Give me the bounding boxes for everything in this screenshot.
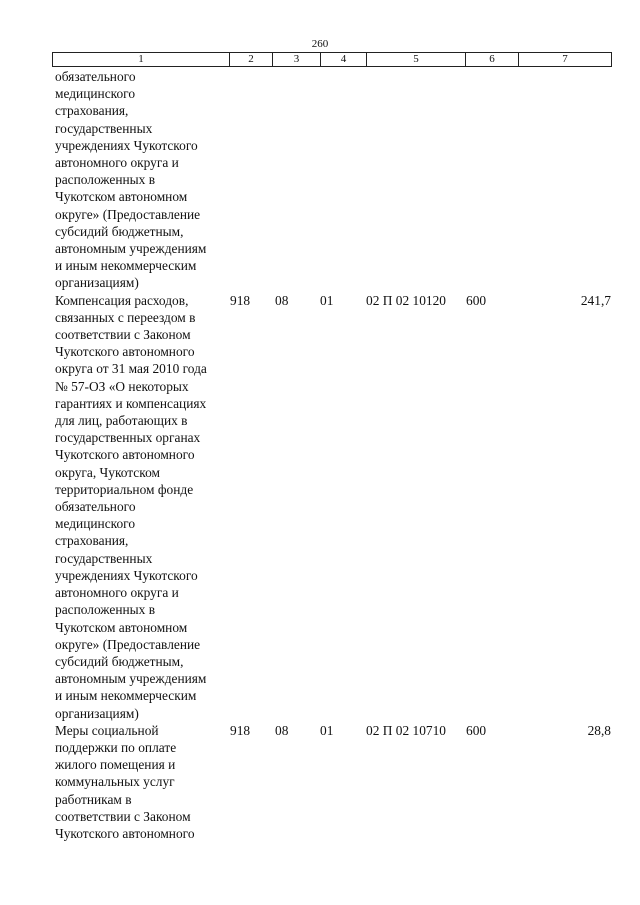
description-line: Чукотского автономного: [55, 825, 195, 841]
description-line: страхования,: [55, 103, 129, 119]
description-line: автономного округа и: [55, 585, 179, 601]
description-line: субсидий бюджетным,: [55, 653, 184, 669]
description-line: коммунальных услуг: [55, 774, 175, 790]
description-line: Чукотского автономного: [55, 447, 195, 463]
admin-code: 918: [230, 292, 251, 308]
description-line: страхования,: [55, 533, 129, 549]
description-line: учреждениях Чукотского: [55, 137, 198, 153]
description-line: округа, Чукотском: [55, 464, 160, 480]
description-line: государственных: [55, 120, 153, 136]
page-number: 260: [311, 38, 329, 50]
header-col-3: 3: [273, 53, 321, 67]
description-line: связанных с переездом в: [55, 309, 196, 325]
section-code: 08: [275, 292, 289, 308]
expense-type-code: 600: [466, 292, 487, 308]
description-line: гарантиях и компенсациях: [55, 395, 207, 411]
header-col-6: 6: [466, 53, 519, 67]
description-line: учреждениях Чукотского: [55, 567, 198, 583]
header-row: [53, 53, 612, 67]
description-line: Меры социальной: [55, 722, 159, 738]
description-line: автономным учреждениям: [55, 671, 207, 687]
header-col-7: 7: [519, 53, 612, 67]
description-line: соответствии с Законом: [55, 808, 191, 824]
description-line: округе» (Предоставление: [55, 206, 201, 222]
description-line: автономным учреждениям: [55, 241, 207, 257]
subsection-code: 01: [320, 722, 334, 738]
description-line: поддержки по оплате: [55, 739, 177, 755]
header-col-1: 1: [53, 53, 230, 67]
table-row: [0, 722, 640, 842]
header-col-5: 5: [367, 53, 466, 67]
target-article-code: 02 П 02 10120: [366, 292, 446, 308]
header-col-4: 4: [321, 53, 367, 67]
description-line: работникам в: [55, 791, 132, 807]
expense-type-code: 600: [466, 722, 487, 738]
amount: 241,7: [580, 292, 611, 308]
description-line: организациям): [55, 275, 139, 291]
description-line: субсидий бюджетным,: [55, 223, 184, 239]
description-line: организациям): [55, 705, 139, 721]
row-description: [55, 722, 230, 842]
target-article-code: 02 П 02 10710: [366, 722, 446, 738]
description-line: округе» (Предоставление: [55, 636, 201, 652]
description-line: Чукотском автономном: [55, 619, 188, 635]
row-description: [55, 292, 230, 722]
description-line: № 57-ОЗ «О некоторых: [55, 378, 189, 394]
header-col-2: 2: [230, 53, 273, 67]
description-line: обязательного: [55, 69, 136, 84]
subsection-code: 01: [320, 292, 334, 308]
description-line: Компенсация расходов,: [55, 292, 189, 308]
description-line: и иным некоммерческим: [55, 688, 197, 704]
description-line: обязательного: [55, 499, 136, 515]
description-line: жилого помещения и: [55, 757, 176, 773]
description-line: расположенных в: [55, 602, 156, 618]
description-line: государственных органах: [55, 430, 201, 446]
description-line: расположенных в: [55, 172, 156, 188]
description-line: Чукотском автономном: [55, 189, 188, 205]
description-line: округа от 31 мая 2010 года: [55, 361, 207, 377]
section-code: 08: [275, 722, 289, 738]
description-line: для лиц, работающих в: [55, 413, 188, 429]
description-line: государственных: [55, 550, 153, 566]
table-row: [0, 68, 640, 292]
column-number-header: [52, 52, 612, 67]
description-line: соответствии с Законом: [55, 327, 191, 343]
amount: 28,8: [587, 722, 611, 738]
description-line: Чукотского автономного: [55, 344, 195, 360]
table-body: [0, 68, 640, 842]
description-line: и иным некоммерческим: [55, 258, 197, 274]
admin-code: 918: [230, 722, 251, 738]
table-row: [0, 292, 640, 722]
description-line: медицинского: [55, 516, 136, 532]
description-line: автономного округа и: [55, 155, 179, 171]
row-description: [55, 68, 230, 292]
description-line: медицинского: [55, 86, 136, 102]
description-line: территориальном фонде: [55, 481, 194, 497]
